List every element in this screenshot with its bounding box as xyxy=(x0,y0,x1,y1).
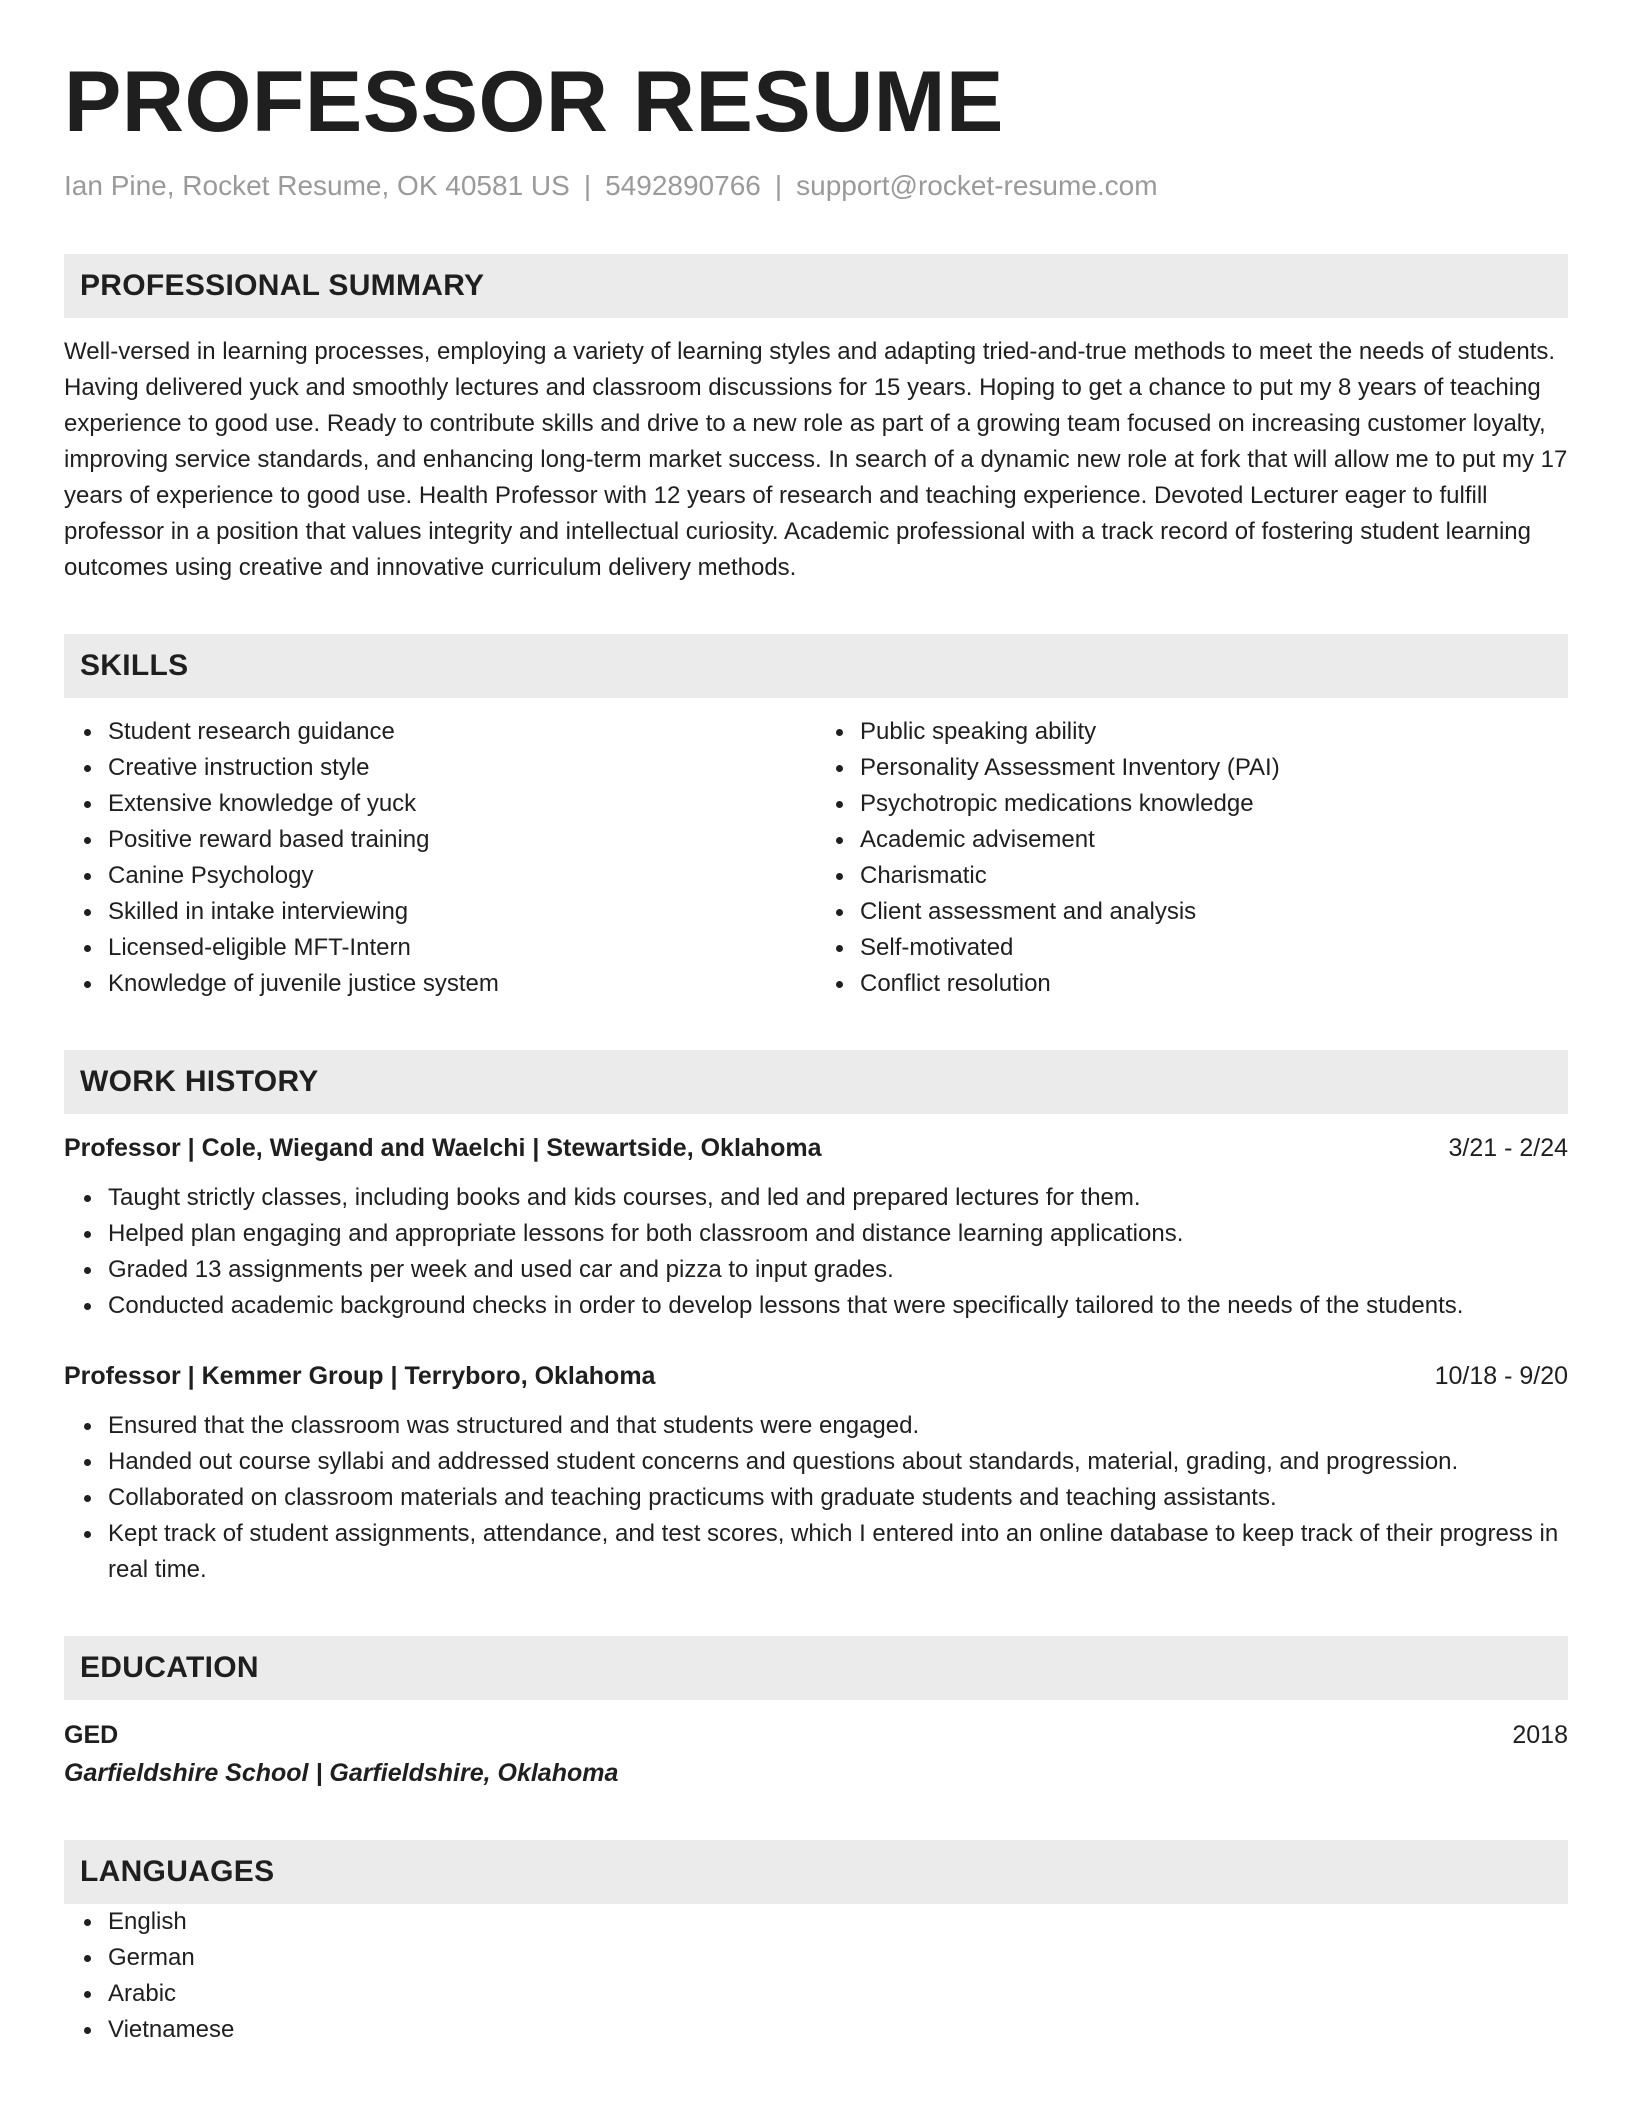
skill-item: Extensive knowledge of yuck xyxy=(108,786,816,822)
skill-item: Conflict resolution xyxy=(860,966,1568,1002)
section-header-work-history: WORK HISTORY xyxy=(64,1050,1568,1114)
skill-item: Personality Assessment Inventory (PAI) xyxy=(860,750,1568,786)
section-header-education: EDUCATION xyxy=(64,1636,1568,1700)
skill-item: Academic advisement xyxy=(860,822,1568,858)
skills-grid xyxy=(64,714,1568,1002)
skill-item: Skilled in intake interviewing xyxy=(108,894,816,930)
job-entry xyxy=(64,1358,1568,1588)
language-item: Arabic xyxy=(108,1976,1568,2012)
section-header-summary: PROFESSIONAL SUMMARY xyxy=(64,254,1568,318)
job-bullets xyxy=(64,1408,1568,1588)
education-entry xyxy=(64,1716,1568,1792)
contact-separator: | xyxy=(774,170,783,201)
job-entry xyxy=(64,1130,1568,1324)
language-item: English xyxy=(108,1904,1568,1940)
skill-item: Knowledge of juvenile justice system xyxy=(108,966,816,1002)
contact-phone: 5492890766 xyxy=(605,170,761,201)
skills-list-left xyxy=(64,714,816,1002)
skill-item: Charismatic xyxy=(860,858,1568,894)
skill-item: Student research guidance xyxy=(108,714,816,750)
skills-column-right xyxy=(816,714,1568,1002)
job-bullet: Graded 13 assignments per week and used car and pizza to input grades. xyxy=(108,1252,1568,1288)
job-bullet: Collaborated on classroom materials and teaching practicums with graduate students and teaching assistants. xyxy=(108,1480,1568,1516)
section-header-skills: SKILLS xyxy=(64,634,1568,698)
education-year: 2018 xyxy=(1512,1721,1568,1749)
skill-item: Client assessment and analysis xyxy=(860,894,1568,930)
education-header xyxy=(64,1716,1568,1754)
job-bullet: Handed out course syllabi and addressed student concerns and questions about standards, material, grading, and progression. xyxy=(108,1444,1568,1480)
summary-text: Well-versed in learning processes, employing a variety of learning styles and adapting tried-and-true methods to meet the needs of students. Having delivered yuck and smoothly lectures and classroom discussions for 15 years. Hoping to get a chance to put my 8 years of teaching experience to good use. Ready to contribute skills and drive to a new role as part of a growing team focused on increasing customer loyalty, improving service standards, and enhancing long-term market success. In search of a dynamic new role at fork that will allow me to put my 17 years of experience to good use. Health Professor with 12 years of research and teaching experience. Devoted Lecturer eager to fulfill professor in a position that values integrity and intellectual curiosity. Academic professional with a track record of fostering student learning outcomes using creative and innovative curriculum delivery methods. xyxy=(64,338,1568,581)
job-bullet: Conducted academic background checks in order to develop lessons that were specifically tailored to the needs of the students. xyxy=(108,1288,1568,1324)
job-header xyxy=(64,1358,1568,1394)
job-title: Professor | Cole, Wiegand and Waelchi | Stewartside, Oklahoma xyxy=(64,1134,822,1162)
skill-item: Self-motivated xyxy=(860,930,1568,966)
job-dates: 10/18 - 9/20 xyxy=(1434,1362,1568,1390)
job-bullet: Kept track of student assignments, attendance, and test scores, which I entered into an online database to keep track of their progress in real time. xyxy=(108,1516,1568,1588)
language-item: German xyxy=(108,1940,1568,1976)
job-title: Professor | Kemmer Group | Terryboro, Oklahoma xyxy=(64,1362,656,1390)
job-bullet: Ensured that the classroom was structured and that students were engaged. xyxy=(108,1408,1568,1444)
education-school: Garfieldshire School | Garfieldshire, Oklahoma xyxy=(64,1759,619,1787)
education-degree: GED xyxy=(64,1721,119,1749)
skill-item: Canine Psychology xyxy=(108,858,816,894)
resume-title: PROFESSOR RESUME xyxy=(64,54,1004,150)
language-item: Vietnamese xyxy=(108,2012,1568,2048)
skills-column-left xyxy=(64,714,816,1002)
skill-item: Creative instruction style xyxy=(108,750,816,786)
section-header-languages: LANGUAGES xyxy=(64,1840,1568,1904)
job-bullets xyxy=(64,1180,1568,1324)
languages-list xyxy=(64,1904,1568,2048)
skill-item: Psychotropic medications knowledge xyxy=(860,786,1568,822)
job-bullet: Helped plan engaging and appropriate lessons for both classroom and distance learning applications. xyxy=(108,1216,1568,1252)
job-bullet: Taught strictly classes, including books and kids courses, and led and prepared lectures for them. xyxy=(108,1180,1568,1216)
contact-line xyxy=(64,168,1568,204)
job-dates: 3/21 - 2/24 xyxy=(1448,1134,1568,1162)
job-header xyxy=(64,1130,1568,1166)
skills-list-right xyxy=(816,714,1568,1002)
skill-item: Public speaking ability xyxy=(860,714,1568,750)
skill-item: Licensed-eligible MFT-Intern xyxy=(108,930,816,966)
contact-separator: | xyxy=(583,170,592,201)
contact-address: Ian Pine, Rocket Resume, OK 40581 US xyxy=(64,170,570,201)
contact-email: support@rocket-resume.com xyxy=(796,170,1158,201)
skill-item: Positive reward based training xyxy=(108,822,816,858)
